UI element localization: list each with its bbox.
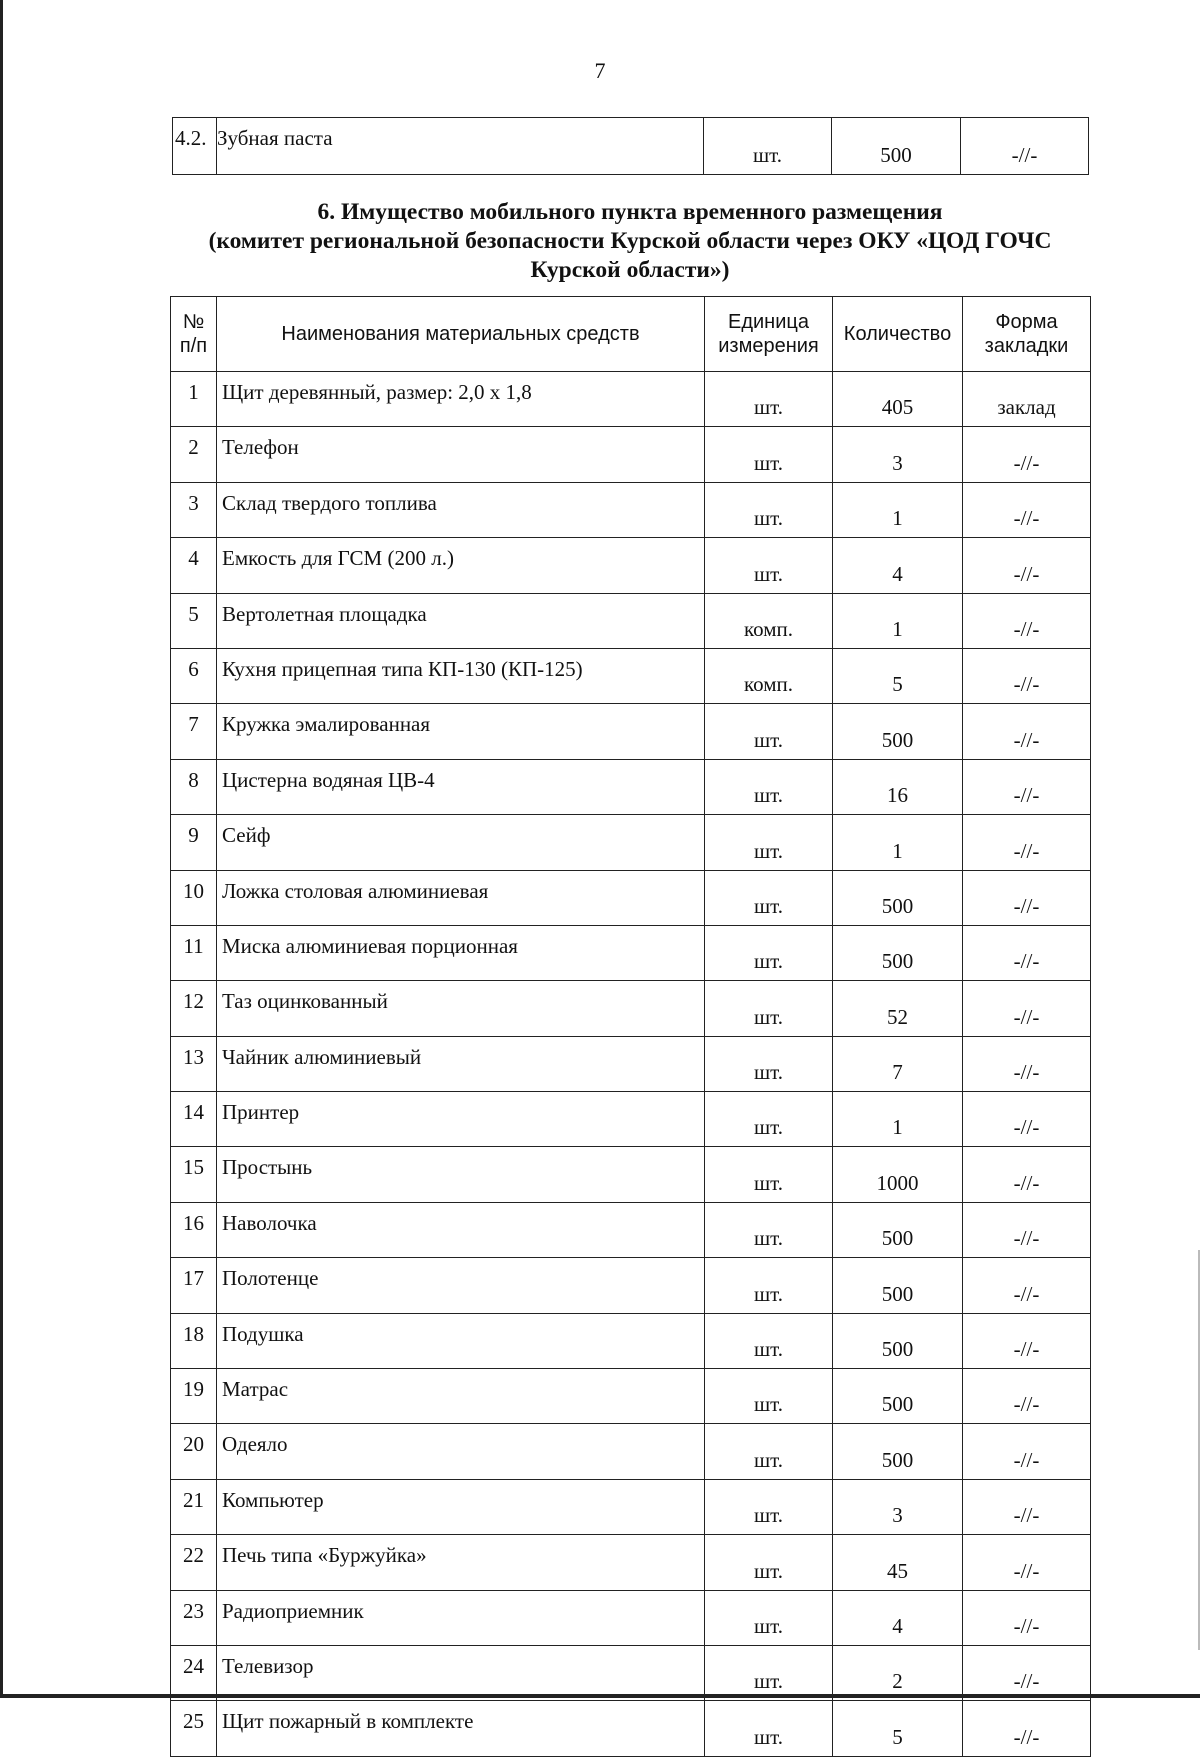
item-form: -//- [963, 981, 1091, 1036]
table-row [171, 538, 1091, 593]
table-row [171, 1036, 1091, 1091]
table-row [171, 1147, 1091, 1202]
item-quantity: 500 [833, 1424, 963, 1479]
item-form: -//- [963, 704, 1091, 759]
item-form: -//- [963, 925, 1091, 980]
item-unit: шт. [705, 482, 833, 537]
item-quantity: 45 [833, 1535, 963, 1590]
header-unit-line2: измерения [718, 335, 819, 357]
table-row [171, 593, 1091, 648]
item-unit: шт. [705, 1701, 833, 1756]
item-quantity: 3 [833, 1479, 963, 1534]
item-unit: шт. [705, 981, 833, 1036]
row-number: 4 [171, 538, 217, 593]
item-form: -//- [963, 815, 1091, 870]
item-name: Наволочка [217, 1202, 705, 1257]
item-quantity: 7 [833, 1036, 963, 1091]
item-name: Одеяло [217, 1424, 705, 1479]
item-name: Кухня прицепная типа КП-130 (КП-125) [217, 648, 705, 703]
table-row [171, 1479, 1091, 1534]
table-row [173, 118, 1089, 175]
item-quantity: 1 [833, 593, 963, 648]
item-name: Щит пожарный в комплекте [217, 1701, 705, 1756]
row-number: 25 [171, 1701, 217, 1756]
inventory-table [170, 296, 1091, 1757]
item-form: -//- [963, 1479, 1091, 1534]
item-name: Чайник алюминиевый [217, 1036, 705, 1091]
item-form: -//- [963, 427, 1091, 482]
item-quantity: 2 [833, 1645, 963, 1700]
row-number: 23 [171, 1590, 217, 1645]
item-form: -//- [963, 870, 1091, 925]
item-unit: шт. [705, 1092, 833, 1147]
row-number: 16 [171, 1202, 217, 1257]
item-name: Телефон [217, 427, 705, 482]
item-form: -//- [963, 593, 1091, 648]
table-row [171, 759, 1091, 814]
row-number: 12 [171, 981, 217, 1036]
item-name: Кружка эмалированная [217, 704, 705, 759]
header-form-line2: закладки [984, 335, 1069, 357]
row-number: 22 [171, 1535, 217, 1590]
table-header-row [171, 297, 1091, 372]
item-form: -//- [963, 1147, 1091, 1202]
header-form [963, 297, 1091, 372]
item-name: Зубная паста [217, 118, 704, 175]
item-unit: шт. [705, 1535, 833, 1590]
row-number: 5 [171, 593, 217, 648]
item-quantity: 500 [832, 118, 961, 175]
item-quantity: 500 [833, 925, 963, 980]
scan-edge-left [0, 0, 3, 1698]
item-unit: шт. [705, 1202, 833, 1257]
item-form: -//- [963, 1424, 1091, 1479]
item-name: Миска алюминиевая порционная [217, 925, 705, 980]
item-unit: шт. [705, 372, 833, 427]
item-quantity: 500 [833, 1258, 963, 1313]
item-unit: шт. [705, 815, 833, 870]
table-row [171, 1701, 1091, 1756]
item-unit: комп. [705, 593, 833, 648]
item-unit: шт. [705, 1645, 833, 1700]
table-row [171, 870, 1091, 925]
item-unit: шт. [704, 118, 832, 175]
item-quantity: 3 [833, 427, 963, 482]
item-name: Сейф [217, 815, 705, 870]
item-quantity: 500 [833, 870, 963, 925]
table-row [171, 1424, 1091, 1479]
item-unit: шт. [705, 1369, 833, 1424]
table-row [171, 372, 1091, 427]
item-unit: шт. [705, 759, 833, 814]
section-title-line2: (комитет региональной безопасности Курской области через ОКУ «ЦОД ГОЧС [208, 228, 1052, 254]
item-form: -//- [963, 538, 1091, 593]
item-quantity: 4 [833, 1590, 963, 1645]
item-quantity: 1 [833, 815, 963, 870]
row-number: 21 [171, 1479, 217, 1534]
item-name: Вертолетная площадка [217, 593, 705, 648]
row-number: 24 [171, 1645, 217, 1700]
item-unit: шт. [705, 1258, 833, 1313]
row-number: 11 [171, 925, 217, 980]
item-quantity: 500 [833, 1369, 963, 1424]
item-unit: шт. [705, 925, 833, 980]
item-form: -//- [963, 1092, 1091, 1147]
continuation-table [172, 117, 1089, 175]
item-name: Компьютер [217, 1479, 705, 1534]
header-form-line1: Форма [995, 311, 1058, 333]
item-name: Емкость для ГСМ (200 л.) [217, 538, 705, 593]
item-quantity: 52 [833, 981, 963, 1036]
table-row [171, 815, 1091, 870]
table-row [171, 981, 1091, 1036]
item-form: -//- [963, 1645, 1091, 1700]
item-unit: шт. [705, 1036, 833, 1091]
table-row [171, 1092, 1091, 1147]
table-row [171, 1202, 1091, 1257]
item-name: Ложка столовая алюминиевая [217, 870, 705, 925]
section-title-line3: Курской области») [530, 257, 730, 283]
item-name: Склад твердого топлива [217, 482, 705, 537]
item-form: -//- [963, 482, 1091, 537]
row-number: 17 [171, 1258, 217, 1313]
item-quantity: 5 [833, 1701, 963, 1756]
item-quantity: 405 [833, 372, 963, 427]
row-number: 4.2. [173, 118, 217, 175]
item-form: -//- [963, 759, 1091, 814]
item-form: -//- [963, 1258, 1091, 1313]
item-name: Телевизор [217, 1645, 705, 1700]
table-row [171, 1369, 1091, 1424]
page-number: 7 [594, 58, 606, 83]
item-name: Принтер [217, 1092, 705, 1147]
section-title-line1: 6. Имущество мобильного пункта временного размещения [317, 199, 943, 225]
item-unit: шт. [705, 1424, 833, 1479]
table-row [171, 482, 1091, 537]
row-number: 15 [171, 1147, 217, 1202]
table-row [171, 1645, 1091, 1700]
header-number-line1: № [182, 311, 205, 333]
row-number: 7 [171, 704, 217, 759]
item-form: -//- [961, 118, 1089, 175]
header-unit-line1: Единица [728, 311, 809, 333]
item-name: Цистерна водяная ЦВ-4 [217, 759, 705, 814]
table-row [171, 1258, 1091, 1313]
item-name: Простынь [217, 1147, 705, 1202]
item-unit: шт. [705, 1590, 833, 1645]
item-name: Полотенце [217, 1258, 705, 1313]
item-quantity: 500 [833, 704, 963, 759]
item-unit: шт. [705, 704, 833, 759]
item-quantity: 1 [833, 1092, 963, 1147]
row-number: 1 [171, 372, 217, 427]
item-quantity: 4 [833, 538, 963, 593]
item-name: Щит деревянный, размер: 2,0 х 1,8 [217, 372, 705, 427]
item-form: -//- [963, 1701, 1091, 1756]
item-form: -//- [963, 1590, 1091, 1645]
header-quantity: Количество [833, 297, 963, 372]
item-unit: шт. [705, 870, 833, 925]
row-number: 8 [171, 759, 217, 814]
item-form: -//- [963, 1369, 1091, 1424]
item-name: Печь типа «Буржуйка» [217, 1535, 705, 1590]
item-unit: комп. [705, 648, 833, 703]
item-form: -//- [963, 1036, 1091, 1091]
table-row [171, 925, 1091, 980]
row-number: 3 [171, 482, 217, 537]
item-form: заклад [963, 372, 1091, 427]
section-heading [150, 198, 1110, 285]
item-name: Таз оцинкованный [217, 981, 705, 1036]
item-name: Матрас [217, 1369, 705, 1424]
table-row [171, 704, 1091, 759]
item-unit: шт. [705, 1479, 833, 1534]
item-quantity: 16 [833, 759, 963, 814]
row-number: 14 [171, 1092, 217, 1147]
header-number [171, 297, 217, 372]
table-row [171, 648, 1091, 703]
header-number-line2: п/п [179, 335, 208, 357]
header-name: Наименования материальных средств [217, 297, 705, 372]
item-unit: шт. [705, 427, 833, 482]
row-number: 13 [171, 1036, 217, 1091]
table-row [171, 1313, 1091, 1368]
item-name: Радиоприемник [217, 1590, 705, 1645]
row-number: 20 [171, 1424, 217, 1479]
table-row [171, 1535, 1091, 1590]
header-unit [705, 297, 833, 372]
item-form: -//- [963, 648, 1091, 703]
item-name: Подушка [217, 1313, 705, 1368]
row-number: 2 [171, 427, 217, 482]
item-unit: шт. [705, 538, 833, 593]
item-form: -//- [963, 1313, 1091, 1368]
item-quantity: 500 [833, 1313, 963, 1368]
row-number: 19 [171, 1369, 217, 1424]
item-unit: шт. [705, 1147, 833, 1202]
table-body [171, 372, 1091, 1757]
item-quantity: 5 [833, 648, 963, 703]
row-number: 10 [171, 870, 217, 925]
row-number: 9 [171, 815, 217, 870]
item-quantity: 500 [833, 1202, 963, 1257]
item-form: -//- [963, 1202, 1091, 1257]
item-form: -//- [963, 1535, 1091, 1590]
item-quantity: 1000 [833, 1147, 963, 1202]
item-quantity: 1 [833, 482, 963, 537]
item-unit: шт. [705, 1313, 833, 1368]
table-row [171, 427, 1091, 482]
table-row [171, 1590, 1091, 1645]
row-number: 6 [171, 648, 217, 703]
row-number: 18 [171, 1313, 217, 1368]
